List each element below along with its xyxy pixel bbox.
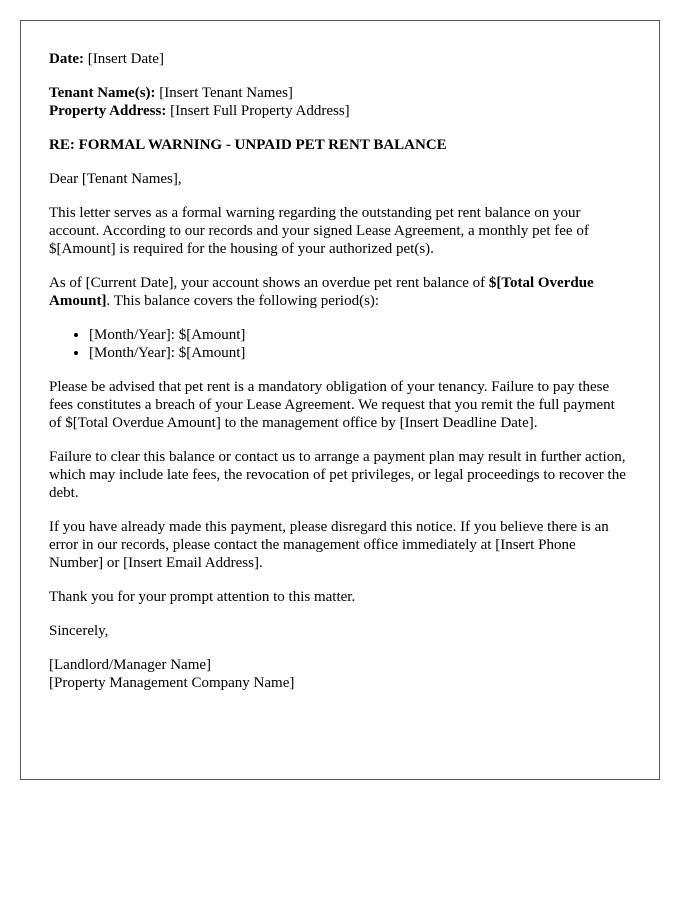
closing: Sincerely, [49, 623, 109, 639]
date-line [49, 50, 631, 68]
property-value: [Insert Full Property Address] [166, 103, 350, 119]
paragraph-6: Thank you for your prompt attention to this matter. [49, 589, 356, 605]
letter-document [20, 20, 660, 780]
signature-block [49, 656, 631, 692]
date-label: Date: [49, 51, 84, 67]
period-item: • [Month/Year]: $[Amount] [89, 344, 631, 362]
paragraph-3: Please be advised that pet rent is a mandatory obligation of your tenancy. Failure to pay these fees constitutes a breach of your Lease Agreement. We request that you remit the full payment of $[Total Overdue Amount] to the management office by [Insert Deadline Date]. [49, 379, 615, 431]
paragraph-2-start: As of [Current Date], your account shows an overdue pet rent balance of [49, 275, 489, 291]
paragraph-2-end: . This balance covers the following period(s): [106, 293, 380, 309]
paragraph-5: If you have already made this payment, please disregard this notice. If you believe there is an error in our records, please contact the management office immediately at [Insert Phone Number] or [Insert Email Address]. [49, 519, 609, 571]
period-list [49, 326, 631, 362]
recipient-block [49, 84, 631, 120]
signature-company: [Property Management Company Name] [49, 675, 295, 691]
subject-line: RE: FORMAL WARNING - UNPAID PET RENT BALANCE [49, 137, 447, 153]
overdue-amount: $[Total Overdue Amount] [49, 275, 594, 309]
property-line [49, 102, 631, 120]
paragraph-2 [49, 274, 631, 310]
property-label: Property Address: [49, 103, 167, 119]
paragraph-4: Failure to clear this balance or contact us to arrange a payment plan may result in further action, which may include late fees, the revocation of pet privileges, or legal proceedings to recover the debt. [49, 449, 626, 501]
paragraph-1: This letter serves as a formal warning regarding the outstanding pet rent balance on your account. According to our records and your signed Lease Agreement, a monthly pet fee of $[Amount] is required for the housing of your authorized pet(s). [49, 205, 589, 257]
tenant-line [49, 84, 631, 102]
date-value: [Insert Date] [83, 51, 164, 67]
period-item: • [Month/Year]: $[Amount] [89, 326, 631, 344]
tenant-label: Tenant Name(s): [49, 85, 156, 101]
signature-name: [Landlord/Manager Name] [49, 657, 212, 673]
tenant-value: [Insert Tenant Names] [155, 85, 293, 101]
salutation: Dear [Tenant Names], [49, 171, 182, 187]
